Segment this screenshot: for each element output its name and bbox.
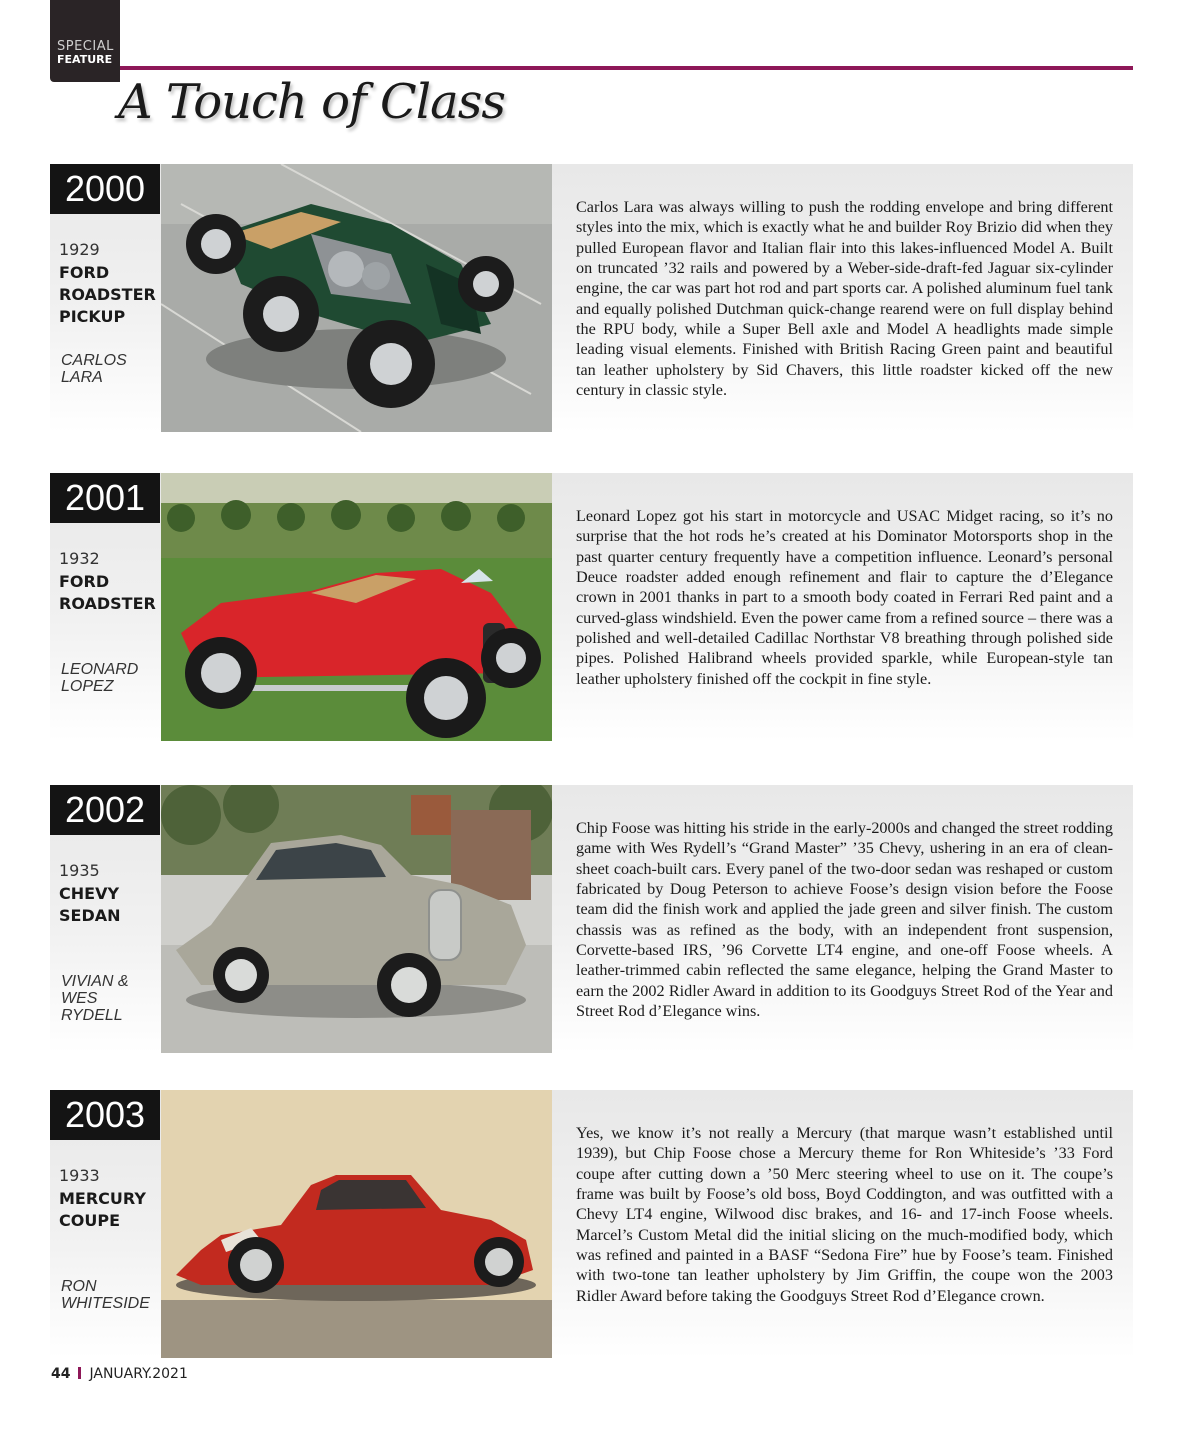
car-owner-line: WHITESIDE <box>61 1295 150 1312</box>
red-roadster-photo <box>161 473 552 741</box>
year-badge: 2000 <box>50 164 160 214</box>
car-owner-line: LARA <box>61 369 103 386</box>
car-model-line: SEDAN <box>59 906 121 925</box>
model-year: 1932 <box>59 549 100 568</box>
page-title: A Touch of Class <box>118 74 505 130</box>
car-model <box>59 262 159 328</box>
year-badge: 2001 <box>50 473 160 523</box>
model-year: 1933 <box>59 1166 100 1185</box>
year-badge: 2003 <box>50 1090 160 1140</box>
entry-2001 <box>50 473 1133 741</box>
car-owner <box>61 973 161 1024</box>
entry-2000 <box>50 164 1133 432</box>
car-model-line: ROADSTER <box>59 285 156 304</box>
footer-separator <box>78 1367 81 1379</box>
car-model-line: MERCURY <box>59 1189 146 1208</box>
car-model-line: PICKUP <box>59 307 126 326</box>
car-model-line: FORD <box>59 572 110 591</box>
car-owner <box>61 661 161 695</box>
car-model-line: COUPE <box>59 1211 120 1230</box>
entry-2002 <box>50 785 1133 1053</box>
header-rule <box>120 66 1133 70</box>
year-badge: 2002 <box>50 785 160 835</box>
tab-label-special: SPECIAL <box>57 39 114 54</box>
entry-2003 <box>50 1090 1133 1358</box>
car-owner-line: RON <box>61 1278 97 1295</box>
car-owner-line: LEONARD <box>61 661 139 678</box>
page-number: 44 <box>51 1366 71 1382</box>
car-owner-line: WES RYDELL <box>61 990 123 1024</box>
car-model <box>59 883 159 927</box>
car-owner-line: VIVIAN & <box>61 973 129 990</box>
entry-description: Yes, we know it’s not really a Mercury (that marque wasn’t established until 1939), but Chip Foose chose a Mercury theme for Ron Whiteside’s ’33 Ford coupe after cutting down a ’50 Merc steering wheel to use on it. The coupe’s frame was built by Foose’s old boss, Boyd Coddington, and was outfitted with a Chevy LT4 engine, Wilwood disc brakes, and 16- and 17-inch Foose wheels. Marcel’s Custom Metal did the initial slicing on the much-modified body, which was refined and painted in a BASF “Sedona Fire” hue by Foose’s team. Finished with two-tone tan leather upholstery by Jim Griffin, the coupe won the 2003 Ridler Award before taking the Goodguys Street Rod d’Elegance crown. <box>576 1124 1113 1305</box>
car-model-line: ROADSTER <box>59 594 156 613</box>
car-model <box>59 1188 159 1232</box>
red-coupe-photo <box>161 1090 552 1358</box>
silver-sedan-photo <box>161 785 552 1053</box>
tab-label-feature: FEATURE <box>57 53 113 66</box>
car-model-line: FORD <box>59 263 110 282</box>
car-owner-line: CARLOS <box>61 352 127 369</box>
car-model-line: CHEVY <box>59 884 120 903</box>
model-year: 1929 <box>59 240 100 259</box>
model-year: 1935 <box>59 861 100 880</box>
issue-date: JANUARY.2021 <box>89 1366 188 1382</box>
entry-description: Leonard Lopez got his start in motorcycle and USAC Midget racing, so it’s no surprise that the hot rods he’s created at his Dominator Motorsports shop in the past quarter century frequently have a competition influence. Leonard’s personal Deuce roadster added enough refinement and flair to capture the d’Elegance crown in 2001 thanks in part to a smooth body coated in Ferrari Red paint and a curved-glass windshield. Even the power came from a refined source – there was a polished and well-detailed Cadillac Northstar V8 breathing through polished side pipes. Polished Halibrand wheels provided sparkle, while European-style tan leather upholstery finished off the cockpit in fine style. <box>576 507 1113 688</box>
car-owner <box>61 1278 161 1312</box>
car-owner-line: LOPEZ <box>61 678 114 695</box>
car-model <box>59 571 159 615</box>
entry-description: Carlos Lara was always willing to push the rodding envelope and bring different styles into the mix, which is exactly what he and builder Roy Brizio did when they pulled European flavor and Italian flair into this lakes-influenced Model A. Built on truncated ’32 rails and powered by a Weber-side-draft-fed Jaguar six-cylinder engine, the car was part hot rod and part sports car. A polished aluminum fuel tank and equally polished Dutchman quick-change rearend were on full display behind the RPU body, while a Super Bell axle and Model A headlights made simple leading visual elements. Finished with British Racing Green paint and beautiful tan leather upholstery by Sid Chavers, this little roadster kicked off the new century in classic style. <box>576 198 1113 400</box>
entry-description: Chip Foose was hitting his stride in the early-2000s and changed the street rodding game with Wes Rydell’s “Grand Master” ’35 Chevy, ushering in an era of clean-sheet coach-built cars. Every panel of the two-door sedan was reshaped or custom fabricated by Doug Peterson to achieve Foose’s design vision before the Foose team did the finish work and applied the jade green and silver finish. The custom chassis was as refined as the body, with an independent front suspension, Corvette-based IRS, ’96 Corvette LT4 engine, and one-off Foose wheels. A leather-trimmed cabin reflected the same elegance, helping the Grand Master to earn the 2002 Ridler Award in addition to its Goodguys Street Rod of the Year and Street Rod d’Elegance wins. <box>576 819 1113 1021</box>
page-footer <box>51 1366 188 1382</box>
car-owner <box>61 352 161 386</box>
green-roadster-pickup-photo <box>161 164 552 432</box>
